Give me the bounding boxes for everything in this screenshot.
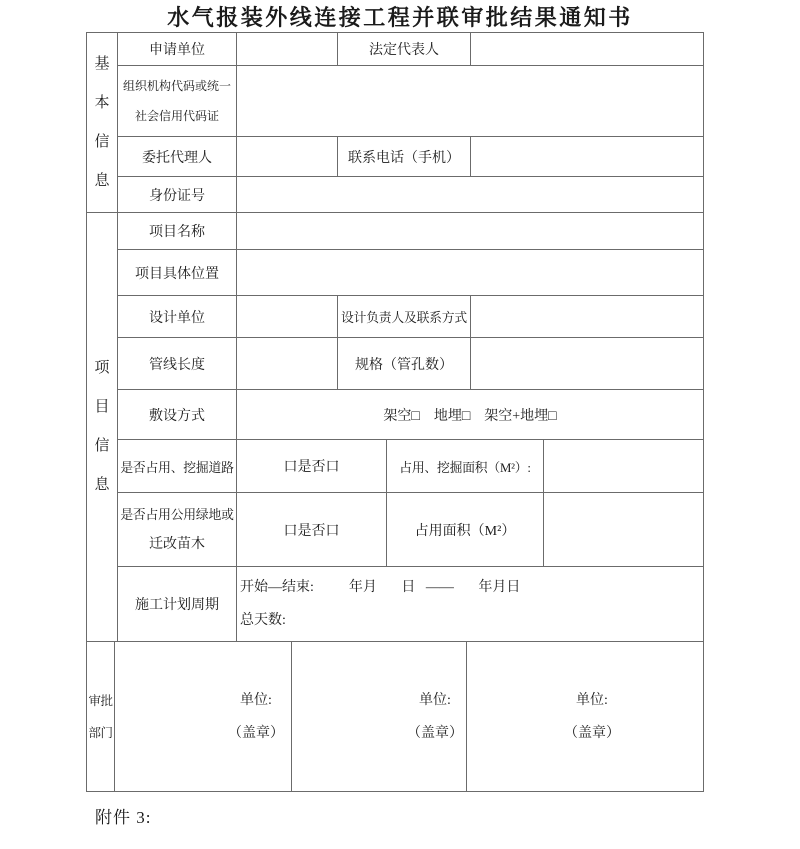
approval-unit-cell-1[interactable] [115, 642, 292, 792]
green-occupy-label: 是否占用公用绿地或 迁改苗木 [118, 493, 237, 567]
applicant-label: 申请单位 [118, 33, 237, 66]
section-basic-info [87, 33, 118, 213]
schedule-dates-line: 开始—结束: 年月 日 —— 年月日 [240, 580, 521, 595]
org-code-value-cell[interactable] [237, 66, 704, 137]
project-location-label: 项目具体位置 [118, 250, 237, 296]
phone-value-cell[interactable] [471, 137, 704, 177]
agent-value-cell[interactable] [237, 137, 338, 177]
unit-label: 单位: [240, 692, 272, 708]
approval-unit-cell-3[interactable] [467, 642, 704, 792]
section-basic-info-label: 基本信息 [94, 55, 110, 189]
seal-label: （盖章） [564, 725, 620, 741]
table-row [87, 642, 704, 792]
legal-rep-value-cell[interactable] [471, 33, 704, 66]
design-lead-value-cell[interactable] [471, 296, 704, 338]
unit-label: 单位: [419, 692, 451, 708]
agent-label: 委托代理人 [118, 137, 237, 177]
spec-value-cell[interactable] [471, 338, 704, 390]
table-row [87, 296, 704, 338]
table-row [87, 390, 704, 440]
road-occupy-area-value-cell[interactable] [544, 440, 704, 493]
road-occupy-label: 是否占用、挖掘道路 [118, 440, 237, 493]
table-row [87, 213, 704, 250]
table-row [87, 137, 704, 177]
table-row [87, 66, 704, 137]
green-occupy-area-label: 占用面积（M²） [387, 493, 544, 567]
project-name-value-cell[interactable] [237, 213, 704, 250]
schedule-label: 施工计划周期 [118, 567, 237, 642]
pipeline-length-value-cell[interactable] [237, 338, 338, 390]
id-number-label: 身份证号 [118, 177, 237, 213]
schedule-value-cell[interactable] [237, 567, 704, 642]
seal-label: （盖章） [407, 725, 463, 741]
section-project-info [87, 213, 118, 642]
table-row [87, 567, 704, 642]
design-lead-label: 设计负责人及联系方式 [338, 296, 471, 338]
legal-rep-label: 法定代表人 [338, 33, 471, 66]
id-number-value-cell[interactable] [237, 177, 704, 213]
green-occupy-checkbox[interactable]: 口是否口 [237, 493, 387, 567]
road-occupy-checkbox[interactable]: 口是否口 [237, 440, 387, 493]
road-occupy-area-label: 占用、挖掘面积（M²）: [387, 440, 544, 493]
applicant-value-cell[interactable] [237, 33, 338, 66]
approval-section-table [86, 641, 704, 792]
approval-unit-cell-2[interactable] [292, 642, 467, 792]
laying-method-label: 敷设方式 [118, 390, 237, 440]
approval-dept-label: 审批 部门 [87, 642, 115, 792]
org-code-label: 组织机构代码或统一 社会信用代码证 [118, 66, 237, 137]
attachment-note: 附件 3: [95, 808, 152, 827]
table-row [87, 250, 704, 296]
seal-label: （盖章） [228, 725, 284, 741]
design-unit-label: 设计单位 [118, 296, 237, 338]
table-row [87, 177, 704, 213]
table-row [87, 493, 704, 567]
laying-method-options[interactable]: 架空□ 地埋□ 架空+地埋□ [237, 390, 704, 440]
project-name-label: 项目名称 [118, 213, 237, 250]
phone-label: 联系电话（手机） [338, 137, 471, 177]
table-row [87, 33, 704, 66]
project-location-value-cell[interactable] [237, 250, 704, 296]
unit-label: 单位: [576, 692, 608, 708]
page-title: 水气报装外线连接工程并联审批结果通知书 [167, 5, 633, 30]
spec-label: 规格（管孔数） [338, 338, 471, 390]
table-row [87, 338, 704, 390]
main-form-table [86, 32, 704, 642]
green-occupy-area-value-cell[interactable] [544, 493, 704, 567]
table-row [87, 440, 704, 493]
design-unit-value-cell[interactable] [237, 296, 338, 338]
pipeline-length-label: 管线长度 [118, 338, 237, 390]
schedule-total-days-line: 总天数: [240, 613, 286, 628]
section-project-info-label: 项目信息 [94, 360, 110, 493]
